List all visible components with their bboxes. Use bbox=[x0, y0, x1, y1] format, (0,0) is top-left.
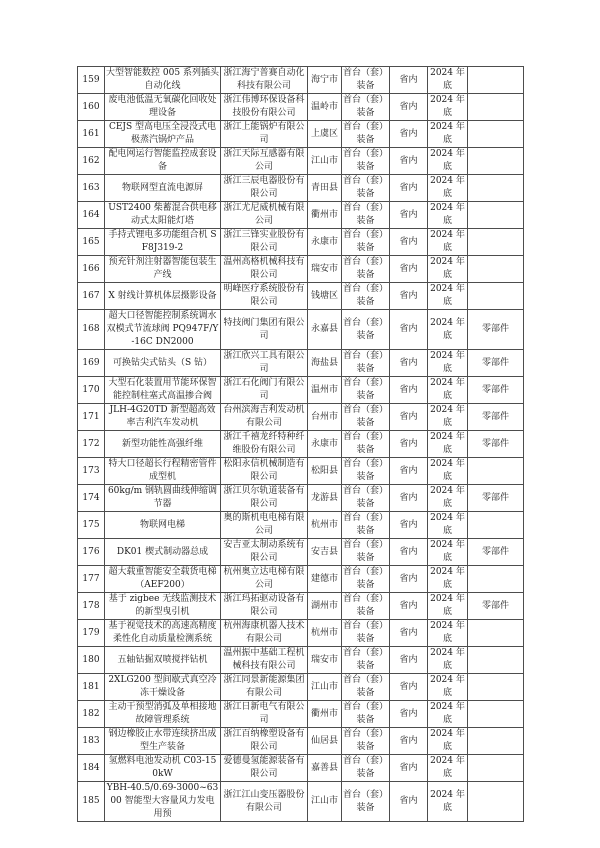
city-cell: 钱塘区 bbox=[308, 283, 342, 310]
product-name-cell: 氢燃料电池发动机 C03-150kW bbox=[105, 755, 221, 782]
company-name-cell: 松阳永信机械制造有限公司 bbox=[221, 458, 308, 485]
city-cell: 海盐县 bbox=[308, 350, 342, 377]
scope-cell: 省内 bbox=[390, 728, 428, 755]
city-cell: 杭州市 bbox=[308, 512, 342, 539]
table-body bbox=[78, 67, 524, 822]
company-name-cell: 浙江伟博环保设备科技股份有限公司 bbox=[221, 94, 308, 121]
note-cell bbox=[468, 728, 524, 755]
table-row bbox=[78, 256, 524, 283]
row-number-cell: 163 bbox=[78, 175, 105, 202]
deadline-cell: 2024 年底 bbox=[428, 782, 468, 822]
city-cell: 安吉县 bbox=[308, 539, 342, 566]
row-number-cell: 170 bbox=[78, 377, 105, 404]
table-row bbox=[78, 67, 524, 94]
table-row bbox=[78, 701, 524, 728]
deadline-cell: 2024 年底 bbox=[428, 310, 468, 350]
category-cell: 首台（套）装备 bbox=[342, 539, 390, 566]
category-cell: 首台（套）装备 bbox=[342, 350, 390, 377]
company-name-cell: 浙江贝尔轨道装备有限公司 bbox=[221, 485, 308, 512]
company-name-cell: 奥的斯机电电梯有限公司 bbox=[221, 512, 308, 539]
note-cell bbox=[468, 782, 524, 822]
deadline-cell: 2024 年底 bbox=[428, 620, 468, 647]
note-cell bbox=[468, 458, 524, 485]
row-number-cell: 175 bbox=[78, 512, 105, 539]
company-name-cell: 温州高格机械科技有限公司 bbox=[221, 256, 308, 283]
product-name-cell: 配电网运行智能监控成套设备 bbox=[105, 148, 221, 175]
scope-cell: 省内 bbox=[390, 431, 428, 458]
deadline-cell: 2024 年底 bbox=[428, 566, 468, 593]
deadline-cell: 2024 年底 bbox=[428, 647, 468, 674]
row-number-cell: 178 bbox=[78, 593, 105, 620]
product-name-cell: 基于 zigbee 无线监测技术的新型曳引机 bbox=[105, 593, 221, 620]
product-name-cell: X 射线计算机体层摄影设备 bbox=[105, 283, 221, 310]
company-name-cell: 浙江玛拓驱动设备有限公司 bbox=[221, 593, 308, 620]
note-cell: 零部件 bbox=[468, 377, 524, 404]
scope-cell: 省内 bbox=[390, 202, 428, 229]
product-name-cell: 基于视觉技术的高速高精度柔性化自动质量检测系统 bbox=[105, 620, 221, 647]
table-row bbox=[78, 404, 524, 431]
category-cell: 首台（套）装备 bbox=[342, 175, 390, 202]
product-name-cell: 超大载重智能安全载货电梯（AEF200） bbox=[105, 566, 221, 593]
category-cell: 首台（套）装备 bbox=[342, 229, 390, 256]
table-row bbox=[78, 620, 524, 647]
scope-cell: 省内 bbox=[390, 485, 428, 512]
product-name-cell: 预充针剂注射器智能包装生产线 bbox=[105, 256, 221, 283]
table-row bbox=[78, 283, 524, 310]
category-cell: 首台（套）装备 bbox=[342, 377, 390, 404]
scope-cell: 省内 bbox=[390, 782, 428, 822]
note-cell bbox=[468, 647, 524, 674]
deadline-cell: 2024 年底 bbox=[428, 404, 468, 431]
city-cell: 衢州市 bbox=[308, 701, 342, 728]
product-name-cell: YBH-40.5/0.69-3000~6300 智能型大容量风力发电用预 bbox=[105, 782, 221, 822]
city-cell: 上虞区 bbox=[308, 121, 342, 148]
note-cell bbox=[468, 512, 524, 539]
row-number-cell: 159 bbox=[78, 67, 105, 94]
deadline-cell: 2024 年底 bbox=[428, 377, 468, 404]
city-cell: 永康市 bbox=[308, 431, 342, 458]
company-name-cell: 明峰医疗系统股份有限公司 bbox=[221, 283, 308, 310]
scope-cell: 省内 bbox=[390, 229, 428, 256]
company-name-cell: 爱德曼氢能源装备有限公司 bbox=[221, 755, 308, 782]
deadline-cell: 2024 年底 bbox=[428, 539, 468, 566]
city-cell: 衢州市 bbox=[308, 202, 342, 229]
company-name-cell: 安吉亚太制动系统有限公司 bbox=[221, 539, 308, 566]
table-row bbox=[78, 566, 524, 593]
scope-cell: 省内 bbox=[390, 674, 428, 701]
product-name-cell: DK01 楔式制动器总成 bbox=[105, 539, 221, 566]
city-cell: 瑞安市 bbox=[308, 647, 342, 674]
company-name-cell: 浙江上能锅炉有限公司 bbox=[221, 121, 308, 148]
note-cell: 零部件 bbox=[468, 593, 524, 620]
deadline-cell: 2024 年底 bbox=[428, 148, 468, 175]
table-row bbox=[78, 539, 524, 566]
row-number-cell: 173 bbox=[78, 458, 105, 485]
deadline-cell: 2024 年底 bbox=[428, 94, 468, 121]
company-name-cell: 杭州奥立达电梯有限公司 bbox=[221, 566, 308, 593]
row-number-cell: 166 bbox=[78, 256, 105, 283]
row-number-cell: 180 bbox=[78, 647, 105, 674]
company-name-cell: 浙江三锋实业股份有限公司 bbox=[221, 229, 308, 256]
product-name-cell: 废电池低温无氧碳化回收处理设备 bbox=[105, 94, 221, 121]
scope-cell: 省内 bbox=[390, 620, 428, 647]
product-name-cell: UST2400 柴蓄混合供电移动式太阳能灯塔 bbox=[105, 202, 221, 229]
note-cell bbox=[468, 283, 524, 310]
company-name-cell: 杭州海康机器人技术有限公司 bbox=[221, 620, 308, 647]
scope-cell: 省内 bbox=[390, 350, 428, 377]
category-cell: 首台（套）装备 bbox=[342, 148, 390, 175]
deadline-cell: 2024 年底 bbox=[428, 283, 468, 310]
city-cell: 仙居县 bbox=[308, 728, 342, 755]
company-name-cell: 浙江天际互感器有限公司 bbox=[221, 148, 308, 175]
table-row bbox=[78, 121, 524, 148]
note-cell bbox=[468, 148, 524, 175]
deadline-cell: 2024 年底 bbox=[428, 485, 468, 512]
category-cell: 首台（套）装备 bbox=[342, 728, 390, 755]
city-cell: 青田县 bbox=[308, 175, 342, 202]
table-row bbox=[78, 728, 524, 755]
category-cell: 首台（套）装备 bbox=[342, 67, 390, 94]
table-row bbox=[78, 148, 524, 175]
row-number-cell: 184 bbox=[78, 755, 105, 782]
company-name-cell: 浙江江山变压器股份有限公司 bbox=[221, 782, 308, 822]
scope-cell: 省内 bbox=[390, 377, 428, 404]
table-row bbox=[78, 350, 524, 377]
product-name-cell: 超大口径智能控制系统调水双模式节流球阀 PQ947F/Y-16C DN2000 bbox=[105, 310, 221, 350]
note-cell: 零部件 bbox=[468, 404, 524, 431]
scope-cell: 省内 bbox=[390, 701, 428, 728]
note-cell bbox=[468, 674, 524, 701]
category-cell: 首台（套）装备 bbox=[342, 256, 390, 283]
company-name-cell: 浙江石化阀门有限公司 bbox=[221, 377, 308, 404]
category-cell: 首台（套）装备 bbox=[342, 94, 390, 121]
category-cell: 首台（套）装备 bbox=[342, 620, 390, 647]
deadline-cell: 2024 年底 bbox=[428, 350, 468, 377]
row-number-cell: 172 bbox=[78, 431, 105, 458]
city-cell: 江山市 bbox=[308, 782, 342, 822]
city-cell: 温州市 bbox=[308, 377, 342, 404]
row-number-cell: 176 bbox=[78, 539, 105, 566]
scope-cell: 省内 bbox=[390, 647, 428, 674]
row-number-cell: 160 bbox=[78, 94, 105, 121]
city-cell: 温岭市 bbox=[308, 94, 342, 121]
scope-cell: 省内 bbox=[390, 256, 428, 283]
note-cell bbox=[468, 94, 524, 121]
note-cell bbox=[468, 175, 524, 202]
category-cell: 首台（套）装备 bbox=[342, 202, 390, 229]
category-cell: 首台（套）装备 bbox=[342, 674, 390, 701]
scope-cell: 省内 bbox=[390, 755, 428, 782]
table-row bbox=[78, 175, 524, 202]
scope-cell: 省内 bbox=[390, 67, 428, 94]
note-cell bbox=[468, 229, 524, 256]
scope-cell: 省内 bbox=[390, 175, 428, 202]
category-cell: 首台（套）装备 bbox=[342, 512, 390, 539]
category-cell: 首台（套）装备 bbox=[342, 647, 390, 674]
row-number-cell: 177 bbox=[78, 566, 105, 593]
row-number-cell: 182 bbox=[78, 701, 105, 728]
row-number-cell: 171 bbox=[78, 404, 105, 431]
note-cell bbox=[468, 121, 524, 148]
category-cell: 首台（套）装备 bbox=[342, 458, 390, 485]
category-cell: 首台（套）装备 bbox=[342, 283, 390, 310]
city-cell: 瑞安市 bbox=[308, 256, 342, 283]
company-name-cell: 浙江海宁普赛自动化科技有限公司 bbox=[221, 67, 308, 94]
product-name-cell: 大型智能数控 005 系列插头自动化线 bbox=[105, 67, 221, 94]
table-row bbox=[78, 782, 524, 822]
company-name-cell: 温州振中基础工程机械科技有限公司 bbox=[221, 647, 308, 674]
deadline-cell: 2024 年底 bbox=[428, 67, 468, 94]
deadline-cell: 2024 年底 bbox=[428, 593, 468, 620]
city-cell: 杭州市 bbox=[308, 620, 342, 647]
note-cell: 零部件 bbox=[468, 485, 524, 512]
product-name-cell: 钢边橡胶止水带连续挤出成型生产装备 bbox=[105, 728, 221, 755]
product-name-cell: CEJS 型高电压全浸没式电极蒸汽锅炉产品 bbox=[105, 121, 221, 148]
company-name-cell: 浙江三辰电器股份有限公司 bbox=[221, 175, 308, 202]
scope-cell: 省内 bbox=[390, 404, 428, 431]
deadline-cell: 2024 年底 bbox=[428, 755, 468, 782]
row-number-cell: 162 bbox=[78, 148, 105, 175]
table-row bbox=[78, 94, 524, 121]
product-name-cell: 60kg/m 钢轨圆曲线伸缩调节器 bbox=[105, 485, 221, 512]
category-cell: 首台（套）装备 bbox=[342, 782, 390, 822]
deadline-cell: 2024 年底 bbox=[428, 256, 468, 283]
city-cell: 建德市 bbox=[308, 566, 342, 593]
company-name-cell: 特技阀门集团有限公司 bbox=[221, 310, 308, 350]
deadline-cell: 2024 年底 bbox=[428, 701, 468, 728]
note-cell bbox=[468, 67, 524, 94]
deadline-cell: 2024 年底 bbox=[428, 175, 468, 202]
city-cell: 永嘉县 bbox=[308, 310, 342, 350]
city-cell: 松阳县 bbox=[308, 458, 342, 485]
product-name-cell: 五轴钻掘双喷搅拌钻机 bbox=[105, 647, 221, 674]
deadline-cell: 2024 年底 bbox=[428, 458, 468, 485]
note-cell: 零部件 bbox=[468, 310, 524, 350]
city-cell: 海宁市 bbox=[308, 67, 342, 94]
row-number-cell: 169 bbox=[78, 350, 105, 377]
deadline-cell: 2024 年底 bbox=[428, 202, 468, 229]
note-cell bbox=[468, 202, 524, 229]
table-row bbox=[78, 310, 524, 350]
table-row bbox=[78, 431, 524, 458]
company-name-cell: 浙江日新电气有限公司 bbox=[221, 701, 308, 728]
row-number-cell: 165 bbox=[78, 229, 105, 256]
category-cell: 首台（套）装备 bbox=[342, 755, 390, 782]
deadline-cell: 2024 年底 bbox=[428, 431, 468, 458]
scope-cell: 省内 bbox=[390, 310, 428, 350]
category-cell: 首台（套）装备 bbox=[342, 593, 390, 620]
deadline-cell: 2024 年底 bbox=[428, 121, 468, 148]
product-name-cell: 主动干预型消弧及单相接地故障管理系统 bbox=[105, 701, 221, 728]
scope-cell: 省内 bbox=[390, 121, 428, 148]
category-cell: 首台（套）装备 bbox=[342, 404, 390, 431]
product-name-cell: JLH-4G20TD 新型超高效率吉利汽车发动机 bbox=[105, 404, 221, 431]
note-cell: 零部件 bbox=[468, 350, 524, 377]
product-name-cell: 新型功能性高强纤维 bbox=[105, 431, 221, 458]
company-name-cell: 浙江同景新能源集团有限公司 bbox=[221, 674, 308, 701]
city-cell: 江山市 bbox=[308, 674, 342, 701]
company-name-cell: 浙江欣兴工具有限公司 bbox=[221, 350, 308, 377]
note-cell bbox=[468, 566, 524, 593]
company-name-cell: 浙江千禧龙纤特种纤维股份有限公司 bbox=[221, 431, 308, 458]
row-number-cell: 179 bbox=[78, 620, 105, 647]
table-row bbox=[78, 593, 524, 620]
category-cell: 首台（套）装备 bbox=[342, 566, 390, 593]
product-name-cell: 物联网型直流电源屏 bbox=[105, 175, 221, 202]
city-cell: 龙游县 bbox=[308, 485, 342, 512]
scope-cell: 省内 bbox=[390, 593, 428, 620]
scope-cell: 省内 bbox=[390, 539, 428, 566]
category-cell: 首台（套）装备 bbox=[342, 485, 390, 512]
scope-cell: 省内 bbox=[390, 512, 428, 539]
category-cell: 首台（套）装备 bbox=[342, 121, 390, 148]
row-number-cell: 161 bbox=[78, 121, 105, 148]
row-number-cell: 181 bbox=[78, 674, 105, 701]
table-row bbox=[78, 512, 524, 539]
equipment-list-table bbox=[77, 66, 524, 822]
product-name-cell: 手持式锂电多功能组合机 SF8J319-2 bbox=[105, 229, 221, 256]
company-name-cell: 浙江百纳橡塑设备有限公司 bbox=[221, 728, 308, 755]
city-cell: 台州市 bbox=[308, 404, 342, 431]
product-name-cell: 2XLG200 型间歇式真空冷冻干燥设备 bbox=[105, 674, 221, 701]
company-name-cell: 浙江尤尼威机械有限公司 bbox=[221, 202, 308, 229]
table-row bbox=[78, 647, 524, 674]
deadline-cell: 2024 年底 bbox=[428, 229, 468, 256]
note-cell bbox=[468, 701, 524, 728]
row-number-cell: 167 bbox=[78, 283, 105, 310]
table-row bbox=[78, 229, 524, 256]
deadline-cell: 2024 年底 bbox=[428, 728, 468, 755]
city-cell: 嘉善县 bbox=[308, 755, 342, 782]
note-cell: 零部件 bbox=[468, 431, 524, 458]
scope-cell: 省内 bbox=[390, 566, 428, 593]
product-name-cell: 物联网电梯 bbox=[105, 512, 221, 539]
deadline-cell: 2024 年底 bbox=[428, 512, 468, 539]
category-cell: 首台（套）装备 bbox=[342, 701, 390, 728]
city-cell: 湖州市 bbox=[308, 593, 342, 620]
product-name-cell: 特大口径超长行程精密管件成型机 bbox=[105, 458, 221, 485]
scope-cell: 省内 bbox=[390, 283, 428, 310]
city-cell: 江山市 bbox=[308, 148, 342, 175]
category-cell: 首台（套）装备 bbox=[342, 310, 390, 350]
note-cell bbox=[468, 620, 524, 647]
row-number-cell: 174 bbox=[78, 485, 105, 512]
city-cell: 永康市 bbox=[308, 229, 342, 256]
table-row bbox=[78, 485, 524, 512]
row-number-cell: 168 bbox=[78, 310, 105, 350]
table-row bbox=[78, 755, 524, 782]
row-number-cell: 164 bbox=[78, 202, 105, 229]
note-cell bbox=[468, 256, 524, 283]
scope-cell: 省内 bbox=[390, 94, 428, 121]
company-name-cell: 台州滨海吉利发动机有限公司 bbox=[221, 404, 308, 431]
product-name-cell: 可换钻尖式钻头（S 钻） bbox=[105, 350, 221, 377]
scope-cell: 省内 bbox=[390, 148, 428, 175]
table-row bbox=[78, 377, 524, 404]
product-name-cell: 大型石化装置用节能环保智能控制柱塞式高温掺合阀 bbox=[105, 377, 221, 404]
table-row bbox=[78, 674, 524, 701]
row-number-cell: 185 bbox=[78, 782, 105, 822]
deadline-cell: 2024 年底 bbox=[428, 674, 468, 701]
scope-cell: 省内 bbox=[390, 458, 428, 485]
category-cell: 首台（套）装备 bbox=[342, 431, 390, 458]
table-row bbox=[78, 458, 524, 485]
note-cell bbox=[468, 755, 524, 782]
table-row bbox=[78, 202, 524, 229]
note-cell: 零部件 bbox=[468, 539, 524, 566]
row-number-cell: 183 bbox=[78, 728, 105, 755]
